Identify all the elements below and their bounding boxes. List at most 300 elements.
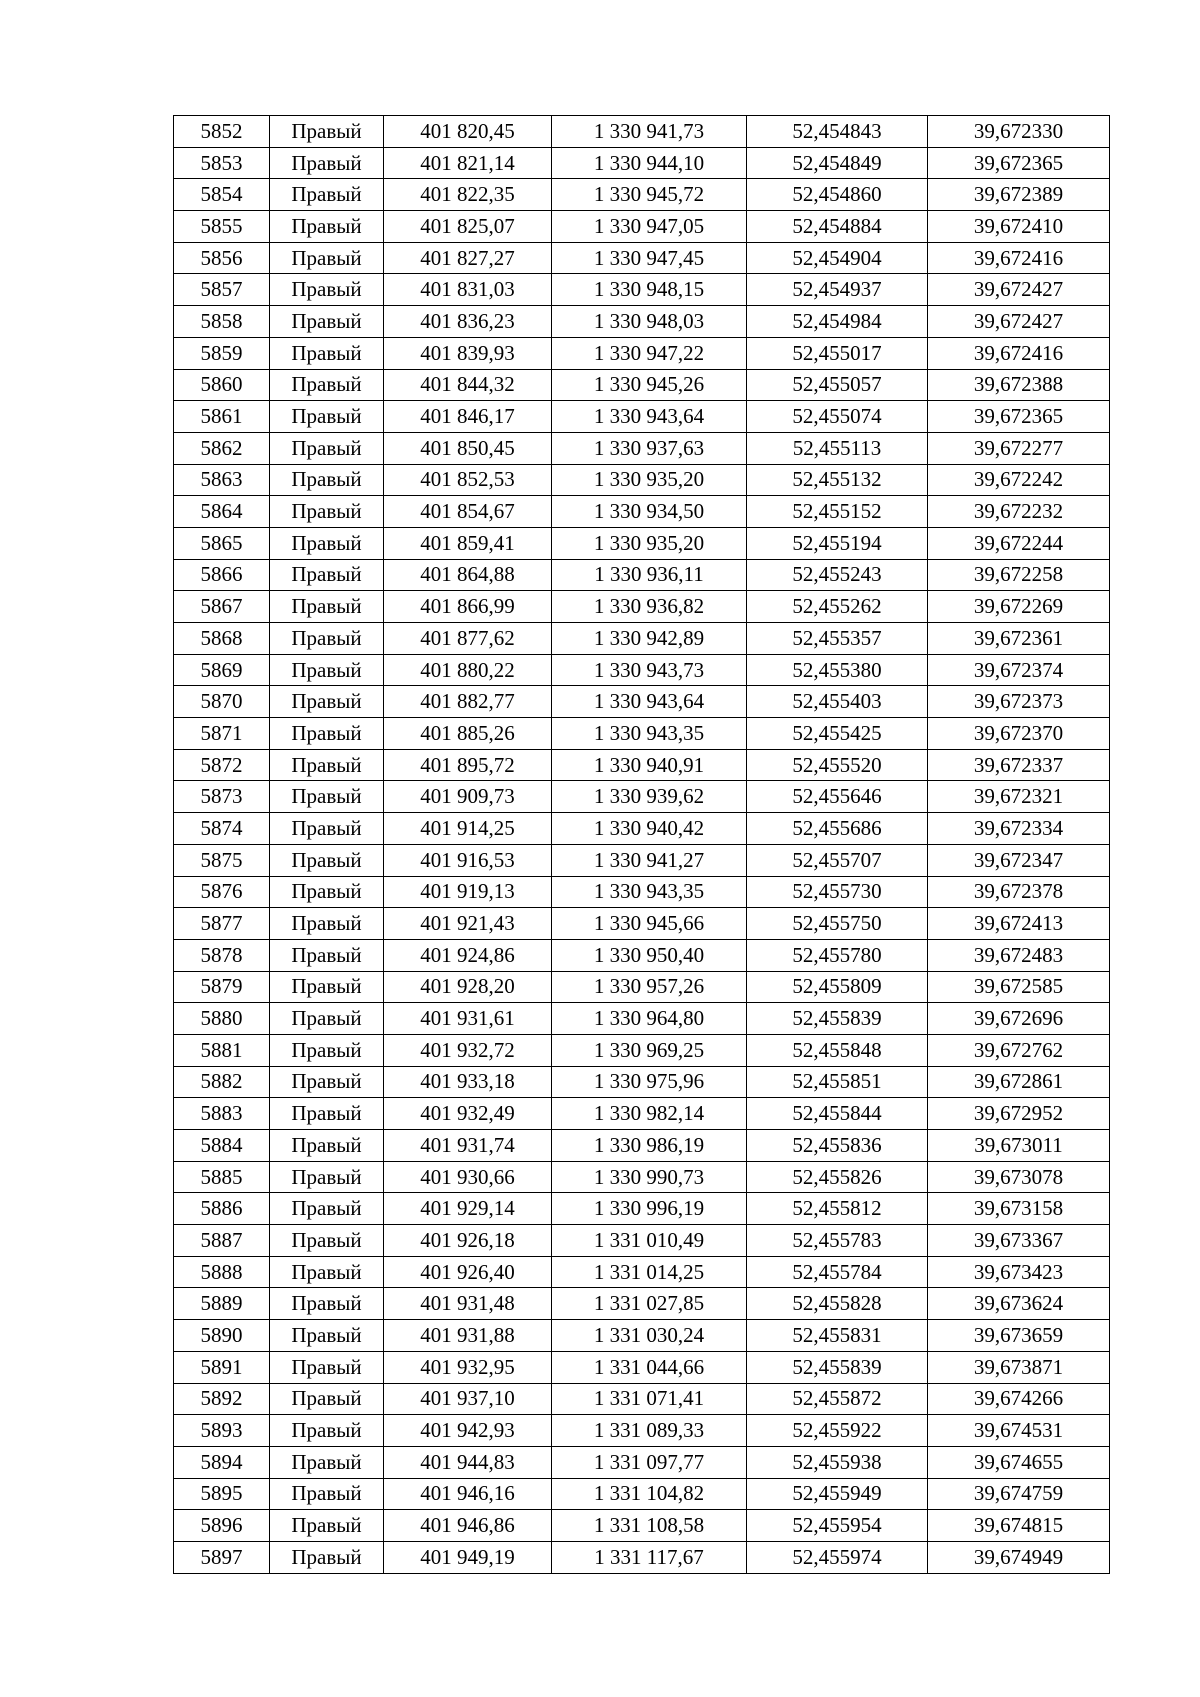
side-cell: Правый [270, 1256, 384, 1288]
latitude-cell: 52,455809 [747, 971, 928, 1003]
latitude-cell: 52,455848 [747, 1034, 928, 1066]
table-row [174, 211, 1110, 243]
latitude-cell: 52,455380 [747, 654, 928, 686]
latitude-cell: 52,455949 [747, 1478, 928, 1510]
table-row [174, 1541, 1110, 1573]
y-coordinate-cell: 1 330 941,27 [552, 844, 747, 876]
side-cell: Правый [270, 749, 384, 781]
side-cell: Правый [270, 147, 384, 179]
y-coordinate-cell: 1 330 936,11 [552, 559, 747, 591]
point-number-cell: 5857 [174, 274, 270, 306]
y-coordinate-cell: 1 330 943,35 [552, 718, 747, 750]
side-cell: Правый [270, 496, 384, 528]
side-cell: Правый [270, 876, 384, 908]
table-row [174, 432, 1110, 464]
point-number-cell: 5866 [174, 559, 270, 591]
side-cell: Правый [270, 654, 384, 686]
table-row [174, 623, 1110, 655]
point-number-cell: 5858 [174, 306, 270, 338]
longitude-cell: 39,673423 [928, 1256, 1110, 1288]
x-coordinate-cell: 401 924,86 [384, 939, 552, 971]
longitude-cell: 39,672952 [928, 1098, 1110, 1130]
latitude-cell: 52,455074 [747, 401, 928, 433]
table-row [174, 401, 1110, 433]
point-number-cell: 5889 [174, 1288, 270, 1320]
side-cell: Правый [270, 1098, 384, 1130]
point-number-cell: 5877 [174, 908, 270, 940]
longitude-cell: 39,672373 [928, 686, 1110, 718]
table-row [174, 464, 1110, 496]
x-coordinate-cell: 401 846,17 [384, 401, 552, 433]
side-cell: Правый [270, 1510, 384, 1542]
table-row [174, 876, 1110, 908]
y-coordinate-cell: 1 330 964,80 [552, 1003, 747, 1035]
point-number-cell: 5885 [174, 1161, 270, 1193]
y-coordinate-cell: 1 330 945,66 [552, 908, 747, 940]
side-cell: Правый [270, 1320, 384, 1352]
side-cell: Правый [270, 1383, 384, 1415]
table-row [174, 1446, 1110, 1478]
y-coordinate-cell: 1 330 947,45 [552, 242, 747, 274]
longitude-cell: 39,674759 [928, 1478, 1110, 1510]
y-coordinate-cell: 1 330 937,63 [552, 432, 747, 464]
side-cell: Правый [270, 1415, 384, 1447]
latitude-cell: 52,455812 [747, 1193, 928, 1225]
y-coordinate-cell: 1 330 982,14 [552, 1098, 747, 1130]
side-cell: Правый [270, 1541, 384, 1573]
latitude-cell: 52,455262 [747, 591, 928, 623]
longitude-cell: 39,672232 [928, 496, 1110, 528]
point-number-cell: 5878 [174, 939, 270, 971]
table-row [174, 1351, 1110, 1383]
x-coordinate-cell: 401 885,26 [384, 718, 552, 750]
y-coordinate-cell: 1 330 940,42 [552, 813, 747, 845]
x-coordinate-cell: 401 821,14 [384, 147, 552, 179]
latitude-cell: 52,455686 [747, 813, 928, 845]
y-coordinate-cell: 1 330 939,62 [552, 781, 747, 813]
side-cell: Правый [270, 242, 384, 274]
x-coordinate-cell: 401 850,45 [384, 432, 552, 464]
point-number-cell: 5894 [174, 1446, 270, 1478]
table-row [174, 116, 1110, 148]
latitude-cell: 52,455194 [747, 527, 928, 559]
point-number-cell: 5865 [174, 527, 270, 559]
point-number-cell: 5886 [174, 1193, 270, 1225]
longitude-cell: 39,672416 [928, 337, 1110, 369]
point-number-cell: 5861 [174, 401, 270, 433]
side-cell: Правый [270, 813, 384, 845]
table-row [174, 1288, 1110, 1320]
y-coordinate-cell: 1 331 071,41 [552, 1383, 747, 1415]
latitude-cell: 52,455750 [747, 908, 928, 940]
latitude-cell: 52,455152 [747, 496, 928, 528]
side-cell: Правый [270, 971, 384, 1003]
latitude-cell: 52,455113 [747, 432, 928, 464]
longitude-cell: 39,674655 [928, 1446, 1110, 1478]
table-row [174, 559, 1110, 591]
longitude-cell: 39,674949 [928, 1541, 1110, 1573]
y-coordinate-cell: 1 330 950,40 [552, 939, 747, 971]
longitude-cell: 39,672762 [928, 1034, 1110, 1066]
coordinates-table [173, 115, 1110, 1574]
y-coordinate-cell: 1 331 027,85 [552, 1288, 747, 1320]
point-number-cell: 5891 [174, 1351, 270, 1383]
side-cell: Правый [270, 179, 384, 211]
side-cell: Правый [270, 274, 384, 306]
x-coordinate-cell: 401 836,23 [384, 306, 552, 338]
x-coordinate-cell: 401 914,25 [384, 813, 552, 845]
longitude-cell: 39,672277 [928, 432, 1110, 464]
longitude-cell: 39,672410 [928, 211, 1110, 243]
x-coordinate-cell: 401 916,53 [384, 844, 552, 876]
y-coordinate-cell: 1 330 940,91 [552, 749, 747, 781]
x-coordinate-cell: 401 921,43 [384, 908, 552, 940]
latitude-cell: 52,455938 [747, 1446, 928, 1478]
x-coordinate-cell: 401 929,14 [384, 1193, 552, 1225]
side-cell: Правый [270, 1225, 384, 1257]
point-number-cell: 5876 [174, 876, 270, 908]
table-row [174, 718, 1110, 750]
longitude-cell: 39,672696 [928, 1003, 1110, 1035]
latitude-cell: 52,455831 [747, 1320, 928, 1352]
x-coordinate-cell: 401 932,72 [384, 1034, 552, 1066]
x-coordinate-cell: 401 931,74 [384, 1130, 552, 1162]
longitude-cell: 39,672413 [928, 908, 1110, 940]
x-coordinate-cell: 401 942,93 [384, 1415, 552, 1447]
latitude-cell: 52,455520 [747, 749, 928, 781]
side-cell: Правый [270, 432, 384, 464]
longitude-cell: 39,672269 [928, 591, 1110, 623]
table-row [174, 242, 1110, 274]
longitude-cell: 39,672374 [928, 654, 1110, 686]
longitude-cell: 39,672242 [928, 464, 1110, 496]
longitude-cell: 39,672365 [928, 147, 1110, 179]
side-cell: Правый [270, 1193, 384, 1225]
longitude-cell: 39,672365 [928, 401, 1110, 433]
table-row [174, 686, 1110, 718]
latitude-cell: 52,455922 [747, 1415, 928, 1447]
x-coordinate-cell: 401 909,73 [384, 781, 552, 813]
y-coordinate-cell: 1 330 969,25 [552, 1034, 747, 1066]
longitude-cell: 39,673158 [928, 1193, 1110, 1225]
longitude-cell: 39,672388 [928, 369, 1110, 401]
latitude-cell: 52,454843 [747, 116, 928, 148]
x-coordinate-cell: 401 946,16 [384, 1478, 552, 1510]
x-coordinate-cell: 401 831,03 [384, 274, 552, 306]
latitude-cell: 52,455844 [747, 1098, 928, 1130]
point-number-cell: 5892 [174, 1383, 270, 1415]
table-row [174, 1193, 1110, 1225]
table-row [174, 147, 1110, 179]
point-number-cell: 5870 [174, 686, 270, 718]
y-coordinate-cell: 1 330 986,19 [552, 1130, 747, 1162]
side-cell: Правый [270, 908, 384, 940]
longitude-cell: 39,674266 [928, 1383, 1110, 1415]
y-coordinate-cell: 1 330 990,73 [552, 1161, 747, 1193]
longitude-cell: 39,672427 [928, 306, 1110, 338]
latitude-cell: 52,454849 [747, 147, 928, 179]
point-number-cell: 5896 [174, 1510, 270, 1542]
x-coordinate-cell: 401 928,20 [384, 971, 552, 1003]
x-coordinate-cell: 401 822,35 [384, 179, 552, 211]
point-number-cell: 5853 [174, 147, 270, 179]
latitude-cell: 52,455057 [747, 369, 928, 401]
longitude-cell: 39,673659 [928, 1320, 1110, 1352]
side-cell: Правый [270, 1161, 384, 1193]
table-row [174, 844, 1110, 876]
point-number-cell: 5875 [174, 844, 270, 876]
x-coordinate-cell: 401 931,48 [384, 1288, 552, 1320]
latitude-cell: 52,455425 [747, 718, 928, 750]
latitude-cell: 52,455851 [747, 1066, 928, 1098]
latitude-cell: 52,454860 [747, 179, 928, 211]
x-coordinate-cell: 401 926,18 [384, 1225, 552, 1257]
table-row [174, 496, 1110, 528]
longitude-cell: 39,672330 [928, 116, 1110, 148]
table-row [174, 971, 1110, 1003]
side-cell: Правый [270, 337, 384, 369]
x-coordinate-cell: 401 944,83 [384, 1446, 552, 1478]
point-number-cell: 5888 [174, 1256, 270, 1288]
x-coordinate-cell: 401 946,86 [384, 1510, 552, 1542]
longitude-cell: 39,673011 [928, 1130, 1110, 1162]
table-row [174, 337, 1110, 369]
table-row [174, 1130, 1110, 1162]
point-number-cell: 5895 [174, 1478, 270, 1510]
longitude-cell: 39,672347 [928, 844, 1110, 876]
x-coordinate-cell: 401 932,49 [384, 1098, 552, 1130]
latitude-cell: 52,455783 [747, 1225, 928, 1257]
latitude-cell: 52,455974 [747, 1541, 928, 1573]
longitude-cell: 39,672389 [928, 179, 1110, 211]
latitude-cell: 52,454884 [747, 211, 928, 243]
point-number-cell: 5887 [174, 1225, 270, 1257]
side-cell: Правый [270, 1066, 384, 1098]
point-number-cell: 5883 [174, 1098, 270, 1130]
latitude-cell: 52,455707 [747, 844, 928, 876]
point-number-cell: 5884 [174, 1130, 270, 1162]
y-coordinate-cell: 1 330 935,20 [552, 464, 747, 496]
x-coordinate-cell: 401 844,32 [384, 369, 552, 401]
latitude-cell: 52,454904 [747, 242, 928, 274]
point-number-cell: 5881 [174, 1034, 270, 1066]
y-coordinate-cell: 1 330 943,73 [552, 654, 747, 686]
x-coordinate-cell: 401 926,40 [384, 1256, 552, 1288]
y-coordinate-cell: 1 330 945,26 [552, 369, 747, 401]
y-coordinate-cell: 1 330 944,10 [552, 147, 747, 179]
x-coordinate-cell: 401 852,53 [384, 464, 552, 496]
latitude-cell: 52,455646 [747, 781, 928, 813]
side-cell: Правый [270, 623, 384, 655]
side-cell: Правый [270, 1288, 384, 1320]
y-coordinate-cell: 1 330 947,05 [552, 211, 747, 243]
y-coordinate-cell: 1 330 943,35 [552, 876, 747, 908]
side-cell: Правый [270, 116, 384, 148]
table-row [174, 1383, 1110, 1415]
latitude-cell: 52,455403 [747, 686, 928, 718]
latitude-cell: 52,455826 [747, 1161, 928, 1193]
table-row [174, 1161, 1110, 1193]
y-coordinate-cell: 1 330 996,19 [552, 1193, 747, 1225]
table-row [174, 1003, 1110, 1035]
table-row [174, 527, 1110, 559]
side-cell: Правый [270, 559, 384, 591]
x-coordinate-cell: 401 931,88 [384, 1320, 552, 1352]
y-coordinate-cell: 1 331 104,82 [552, 1478, 747, 1510]
y-coordinate-cell: 1 330 948,03 [552, 306, 747, 338]
side-cell: Правый [270, 686, 384, 718]
y-coordinate-cell: 1 330 947,22 [552, 337, 747, 369]
latitude-cell: 52,454984 [747, 306, 928, 338]
latitude-cell: 52,455730 [747, 876, 928, 908]
point-number-cell: 5893 [174, 1415, 270, 1447]
table-row [174, 1415, 1110, 1447]
point-number-cell: 5856 [174, 242, 270, 274]
longitude-cell: 39,672334 [928, 813, 1110, 845]
y-coordinate-cell: 1 330 936,82 [552, 591, 747, 623]
side-cell: Правый [270, 1003, 384, 1035]
x-coordinate-cell: 401 854,67 [384, 496, 552, 528]
longitude-cell: 39,672258 [928, 559, 1110, 591]
x-coordinate-cell: 401 839,93 [384, 337, 552, 369]
x-coordinate-cell: 401 827,27 [384, 242, 552, 274]
longitude-cell: 39,673871 [928, 1351, 1110, 1383]
point-number-cell: 5859 [174, 337, 270, 369]
y-coordinate-cell: 1 331 108,58 [552, 1510, 747, 1542]
point-number-cell: 5867 [174, 591, 270, 623]
x-coordinate-cell: 401 866,99 [384, 591, 552, 623]
longitude-cell: 39,672337 [928, 749, 1110, 781]
latitude-cell: 52,455243 [747, 559, 928, 591]
latitude-cell: 52,455954 [747, 1510, 928, 1542]
x-coordinate-cell: 401 932,95 [384, 1351, 552, 1383]
y-coordinate-cell: 1 330 948,15 [552, 274, 747, 306]
y-coordinate-cell: 1 330 945,72 [552, 179, 747, 211]
longitude-cell: 39,673624 [928, 1288, 1110, 1320]
x-coordinate-cell: 401 820,45 [384, 116, 552, 148]
side-cell: Правый [270, 369, 384, 401]
latitude-cell: 52,455839 [747, 1003, 928, 1035]
latitude-cell: 52,455839 [747, 1351, 928, 1383]
longitude-cell: 39,672321 [928, 781, 1110, 813]
y-coordinate-cell: 1 330 935,20 [552, 527, 747, 559]
y-coordinate-cell: 1 330 934,50 [552, 496, 747, 528]
table-row [174, 591, 1110, 623]
y-coordinate-cell: 1 330 943,64 [552, 401, 747, 433]
x-coordinate-cell: 401 882,77 [384, 686, 552, 718]
table-row [174, 1478, 1110, 1510]
point-number-cell: 5852 [174, 116, 270, 148]
latitude-cell: 52,454937 [747, 274, 928, 306]
x-coordinate-cell: 401 859,41 [384, 527, 552, 559]
coordinates-table-body [174, 116, 1110, 1574]
longitude-cell: 39,672416 [928, 242, 1110, 274]
latitude-cell: 52,455357 [747, 623, 928, 655]
point-number-cell: 5879 [174, 971, 270, 1003]
table-row [174, 654, 1110, 686]
longitude-cell: 39,674531 [928, 1415, 1110, 1447]
side-cell: Правый [270, 527, 384, 559]
x-coordinate-cell: 401 864,88 [384, 559, 552, 591]
longitude-cell: 39,672370 [928, 718, 1110, 750]
table-row [174, 179, 1110, 211]
table-row [174, 1066, 1110, 1098]
table-row [174, 781, 1110, 813]
point-number-cell: 5862 [174, 432, 270, 464]
table-row [174, 274, 1110, 306]
point-number-cell: 5871 [174, 718, 270, 750]
longitude-cell: 39,672244 [928, 527, 1110, 559]
x-coordinate-cell: 401 825,07 [384, 211, 552, 243]
table-row [174, 908, 1110, 940]
table-row [174, 1320, 1110, 1352]
side-cell: Правый [270, 844, 384, 876]
y-coordinate-cell: 1 330 941,73 [552, 116, 747, 148]
y-coordinate-cell: 1 331 030,24 [552, 1320, 747, 1352]
x-coordinate-cell: 401 930,66 [384, 1161, 552, 1193]
point-number-cell: 5868 [174, 623, 270, 655]
table-row [174, 749, 1110, 781]
x-coordinate-cell: 401 931,61 [384, 1003, 552, 1035]
side-cell: Правый [270, 781, 384, 813]
y-coordinate-cell: 1 330 957,26 [552, 971, 747, 1003]
y-coordinate-cell: 1 331 097,77 [552, 1446, 747, 1478]
point-number-cell: 5869 [174, 654, 270, 686]
y-coordinate-cell: 1 330 942,89 [552, 623, 747, 655]
latitude-cell: 52,455872 [747, 1383, 928, 1415]
latitude-cell: 52,455836 [747, 1130, 928, 1162]
y-coordinate-cell: 1 331 014,25 [552, 1256, 747, 1288]
side-cell: Правый [270, 1446, 384, 1478]
side-cell: Правый [270, 1130, 384, 1162]
y-coordinate-cell: 1 330 975,96 [552, 1066, 747, 1098]
table-row [174, 306, 1110, 338]
longitude-cell: 39,672585 [928, 971, 1110, 1003]
y-coordinate-cell: 1 331 089,33 [552, 1415, 747, 1447]
table-row [174, 813, 1110, 845]
y-coordinate-cell: 1 330 943,64 [552, 686, 747, 718]
table-row [174, 1098, 1110, 1130]
point-number-cell: 5874 [174, 813, 270, 845]
point-number-cell: 5855 [174, 211, 270, 243]
latitude-cell: 52,455784 [747, 1256, 928, 1288]
longitude-cell: 39,672861 [928, 1066, 1110, 1098]
table-row [174, 1256, 1110, 1288]
longitude-cell: 39,672483 [928, 939, 1110, 971]
y-coordinate-cell: 1 331 044,66 [552, 1351, 747, 1383]
side-cell: Правый [270, 591, 384, 623]
y-coordinate-cell: 1 331 010,49 [552, 1225, 747, 1257]
latitude-cell: 52,455780 [747, 939, 928, 971]
longitude-cell: 39,672427 [928, 274, 1110, 306]
point-number-cell: 5864 [174, 496, 270, 528]
point-number-cell: 5880 [174, 1003, 270, 1035]
longitude-cell: 39,673078 [928, 1161, 1110, 1193]
point-number-cell: 5897 [174, 1541, 270, 1573]
point-number-cell: 5882 [174, 1066, 270, 1098]
point-number-cell: 5854 [174, 179, 270, 211]
latitude-cell: 52,455828 [747, 1288, 928, 1320]
latitude-cell: 52,455017 [747, 337, 928, 369]
side-cell: Правый [270, 306, 384, 338]
table-row [174, 939, 1110, 971]
x-coordinate-cell: 401 877,62 [384, 623, 552, 655]
side-cell: Правый [270, 1351, 384, 1383]
longitude-cell: 39,672378 [928, 876, 1110, 908]
side-cell: Правый [270, 464, 384, 496]
point-number-cell: 5872 [174, 749, 270, 781]
side-cell: Правый [270, 939, 384, 971]
